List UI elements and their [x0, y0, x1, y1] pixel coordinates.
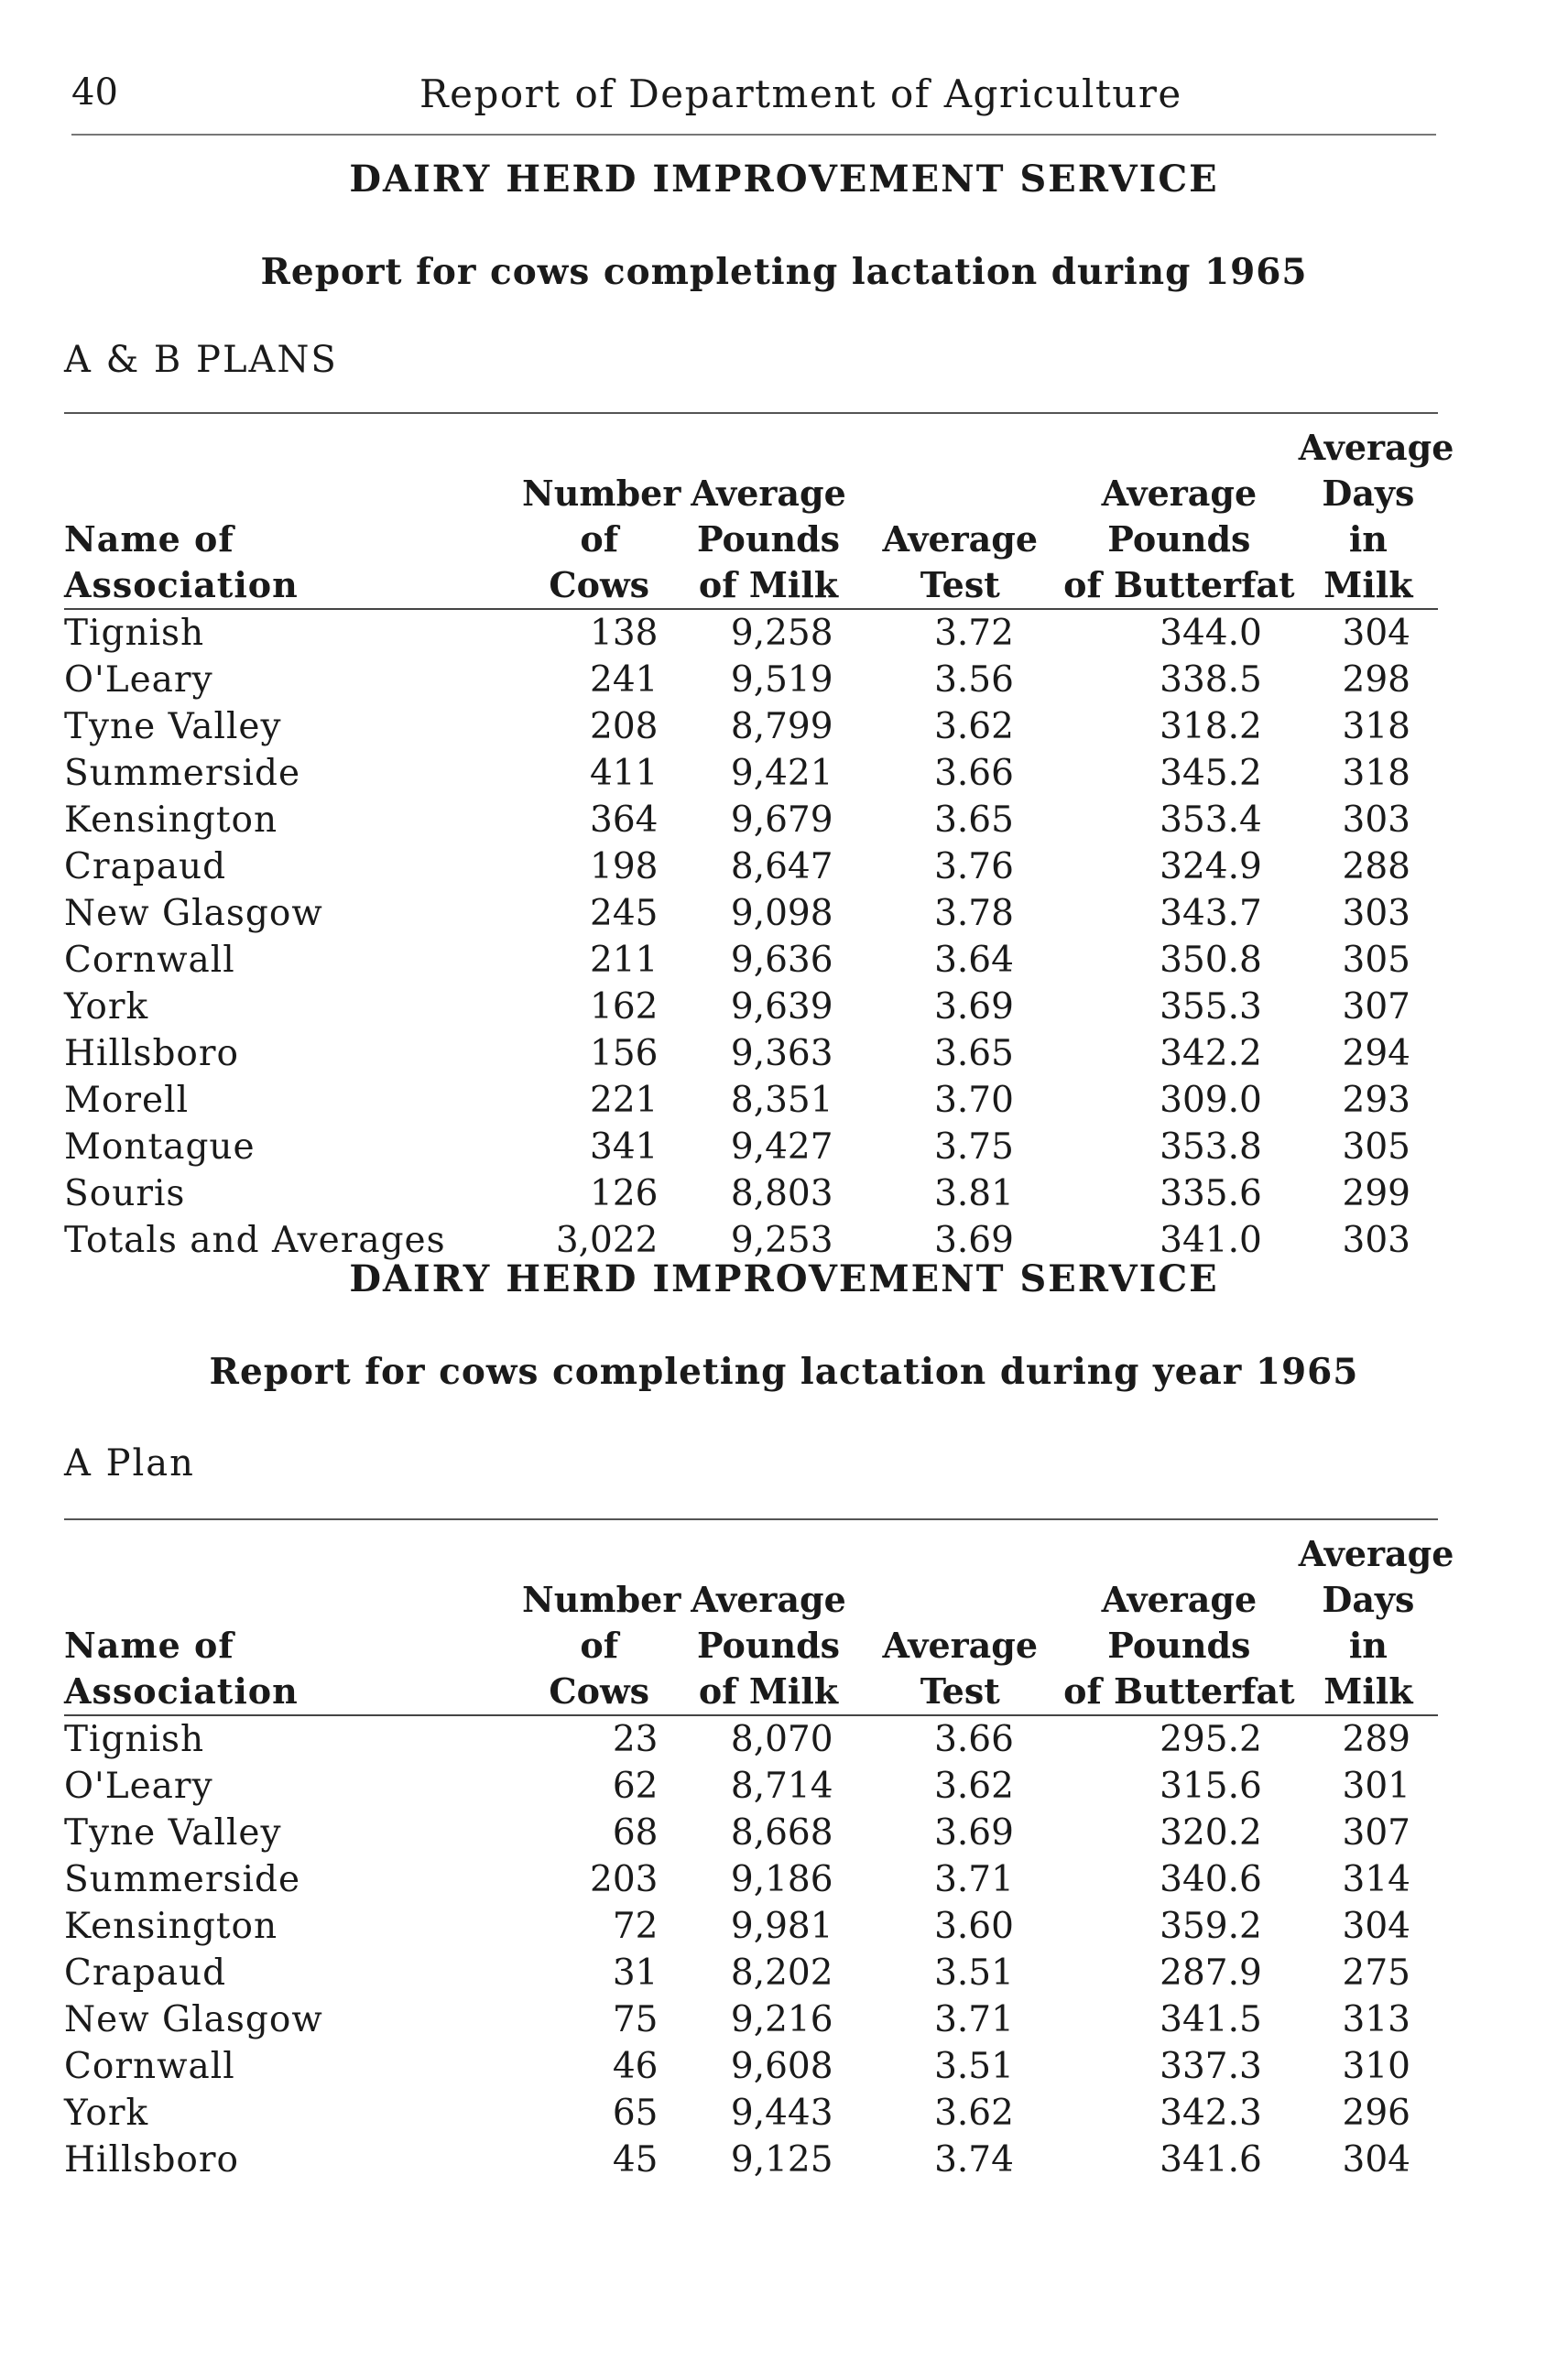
- average-milk-cell: 9,098: [730, 893, 833, 934]
- average-milk-cell: 9,216: [730, 1999, 833, 2040]
- header-line: Name of: [64, 1625, 234, 1666]
- number-of-cows-cell: 46: [612, 2046, 659, 2087]
- header-line: Average: [1101, 1579, 1258, 1620]
- number-of-cows-cell: 138: [590, 613, 659, 654]
- header-line: Pounds: [1107, 518, 1251, 560]
- table-row: [64, 984, 1438, 1030]
- section2-heading: DAIRY HERD IMPROVEMENT SERVICE: [349, 1257, 1219, 1300]
- average-butterfat-cell: 341.6: [1160, 2139, 1262, 2181]
- average-test-cell: 3.62: [934, 706, 1014, 747]
- table-row: [64, 2043, 1438, 2090]
- header-line: of Butterfat: [1063, 1670, 1295, 1712]
- table-row: [64, 1856, 1438, 1903]
- number-of-cows-cell: 65: [612, 2093, 659, 2134]
- average-milk-cell: 9,608: [730, 2046, 833, 2087]
- average-days-cell: 293: [1342, 1080, 1410, 1121]
- number-of-cows-cell: 364: [590, 799, 659, 841]
- average-days-cell: 294: [1342, 1033, 1410, 1074]
- number-of-cows-cell: 221: [590, 1080, 659, 1121]
- average-days-cell: 301: [1342, 1766, 1410, 1807]
- average-test-cell: 3.74: [934, 2139, 1014, 2181]
- number-of-cows-cell: 72: [612, 1906, 659, 1947]
- table-row: [64, 890, 1438, 937]
- header-name-of-association: [64, 1531, 522, 1715]
- average-test-cell: 3.65: [934, 1033, 1014, 1074]
- table-row: [64, 937, 1438, 984]
- header-line: of Milk: [698, 1670, 839, 1712]
- average-test-cell: 3.62: [934, 2093, 1014, 2134]
- number-of-cows-cell: 241: [590, 659, 659, 701]
- table-row: [64, 1715, 1438, 1763]
- header-line: Average: [691, 473, 846, 514]
- average-days-cell: 305: [1342, 940, 1410, 981]
- association-name-cell: Morell: [64, 1080, 190, 1121]
- header-line: Number: [522, 473, 681, 514]
- header-name-of-association: [64, 425, 522, 609]
- number-of-cows-cell: 203: [590, 1859, 659, 1900]
- table-row: [64, 750, 1438, 797]
- average-butterfat-cell: 345.2: [1160, 753, 1262, 794]
- section1-subheading: Report for cows completing lactation during 1965: [260, 251, 1308, 293]
- header-line: of Milk: [698, 564, 839, 605]
- running-head: [71, 71, 1436, 126]
- average-days-cell: 305: [1342, 1126, 1410, 1168]
- average-milk-cell: 8,351: [730, 1080, 833, 1121]
- header-line: Pounds: [1107, 1625, 1251, 1666]
- average-days-cell: 298: [1342, 659, 1410, 701]
- association-name-cell: O'Leary: [64, 1766, 213, 1807]
- number-of-cows-cell: 208: [590, 706, 659, 747]
- table-row: [64, 1903, 1438, 1950]
- association-name-cell: York: [64, 986, 149, 1028]
- association-name-cell: Summerside: [64, 753, 301, 794]
- average-milk-cell: 9,519: [730, 659, 833, 701]
- average-days-cell: 299: [1342, 1173, 1410, 1214]
- section2-table-body: [64, 1715, 1438, 2183]
- association-name-cell: Cornwall: [64, 2046, 235, 2087]
- number-of-cows-cell: 62: [612, 1766, 659, 1807]
- average-days-cell: 313: [1342, 1999, 1410, 2040]
- average-butterfat-cell: 295.2: [1160, 1719, 1262, 1760]
- header-line: of: [580, 1625, 619, 1666]
- average-days-cell: 304: [1342, 1906, 1410, 1947]
- header-line: Pounds: [696, 518, 841, 560]
- average-test-cell: 3.56: [934, 659, 1014, 701]
- section2-top-rule: [64, 1518, 1438, 1520]
- average-test-cell: 3.66: [934, 753, 1014, 794]
- number-of-cows-cell: 162: [590, 986, 659, 1028]
- section2-header-row: [64, 1531, 1438, 1715]
- average-days-cell: 303: [1342, 799, 1410, 841]
- section1-header-row: [64, 425, 1438, 609]
- table-row: [64, 1077, 1438, 1124]
- association-name-cell: Hillsboro: [64, 2139, 240, 2181]
- running-title: Report of Department of Agriculture: [419, 71, 1182, 116]
- average-test-cell: 3.78: [934, 893, 1014, 934]
- header-line: Test: [920, 564, 1000, 605]
- number-of-cows-cell: 245: [590, 893, 659, 934]
- average-butterfat-cell: 341.5: [1160, 1999, 1262, 2040]
- average-test-cell: 3.51: [934, 2046, 1014, 2087]
- association-name-cell: Tignish: [64, 613, 205, 654]
- average-days-cell: 314: [1342, 1859, 1410, 1900]
- average-test-cell: 3.62: [934, 1766, 1014, 1807]
- average-milk-cell: 9,421: [730, 753, 833, 794]
- section1-table: [64, 425, 1454, 1264]
- header-number-of-cows: [522, 425, 681, 609]
- average-milk-cell: 9,253: [730, 1220, 833, 1261]
- number-of-cows-cell: 45: [612, 2139, 659, 2181]
- header-average-days-in-milk: [1298, 425, 1454, 609]
- header-line: Days: [1322, 473, 1415, 514]
- header-average-pounds-of-milk: [676, 1531, 860, 1715]
- average-days-cell: 318: [1342, 706, 1410, 747]
- number-of-cows-cell: 23: [612, 1719, 659, 1760]
- header-line: Number: [522, 1579, 681, 1620]
- header-rule: [71, 134, 1436, 136]
- average-milk-cell: 9,125: [730, 2139, 833, 2181]
- number-of-cows-cell: 68: [612, 1812, 659, 1854]
- average-test-cell: 3.69: [934, 1812, 1014, 1854]
- section1-top-rule: [64, 412, 1438, 414]
- header-average-pounds-of-milk: [676, 425, 860, 609]
- average-milk-cell: 8,799: [730, 706, 833, 747]
- association-name-cell: Tignish: [64, 1719, 205, 1760]
- average-days-cell: 310: [1342, 2046, 1410, 2087]
- table-row: [64, 1996, 1438, 2043]
- header-average-test: [861, 1531, 1060, 1715]
- average-test-cell: 3.81: [934, 1173, 1014, 1214]
- header-line: Average: [1101, 473, 1258, 514]
- header-average-pounds-butterfat: [1060, 425, 1299, 609]
- page-number: 40: [71, 71, 118, 114]
- average-milk-cell: 8,647: [730, 846, 833, 887]
- average-butterfat-cell: 287.9: [1160, 1952, 1262, 1994]
- table-row: [64, 609, 1438, 657]
- table-row: [64, 2090, 1438, 2137]
- average-butterfat-cell: 342.3: [1160, 2093, 1262, 2134]
- section2-table-block: [64, 1518, 1454, 2183]
- average-days-cell: 304: [1342, 2139, 1410, 2181]
- average-butterfat-cell: 340.6: [1160, 1859, 1262, 1900]
- section2-subheading: Report for cows completing lactation during year 1965: [209, 1351, 1359, 1393]
- header-line: Average: [1298, 1533, 1454, 1574]
- average-test-cell: 3.65: [934, 799, 1014, 841]
- average-milk-cell: 8,202: [730, 1952, 833, 1994]
- average-butterfat-cell: 343.7: [1160, 893, 1262, 934]
- average-milk-cell: 8,070: [730, 1719, 833, 1760]
- number-of-cows-cell: 126: [590, 1173, 659, 1214]
- average-days-cell: 304: [1342, 613, 1410, 654]
- number-of-cows-cell: 156: [590, 1033, 659, 1074]
- average-days-cell: 307: [1342, 1812, 1410, 1854]
- header-line: Test: [920, 1670, 1000, 1712]
- average-test-cell: 3.60: [934, 1906, 1014, 1947]
- header-line: of Butterfat: [1063, 564, 1295, 605]
- table-row: [64, 703, 1438, 750]
- header-number-of-cows: [522, 1531, 681, 1715]
- average-butterfat-cell: 344.0: [1160, 613, 1262, 654]
- average-test-cell: 3.75: [934, 1126, 1014, 1168]
- header-line: Average: [882, 1625, 1039, 1666]
- average-milk-cell: 9,427: [730, 1126, 833, 1168]
- table-row: [64, 1950, 1438, 1996]
- average-butterfat-cell: 335.6: [1160, 1173, 1262, 1214]
- table-row: [64, 1124, 1438, 1170]
- average-test-cell: 3.64: [934, 940, 1014, 981]
- average-test-cell: 3.70: [934, 1080, 1014, 1121]
- average-days-cell: 307: [1342, 986, 1410, 1028]
- average-butterfat-cell: 324.9: [1160, 846, 1262, 887]
- average-butterfat-cell: 320.2: [1160, 1812, 1262, 1854]
- average-days-cell: 296: [1342, 2093, 1410, 2134]
- table-row: [64, 1030, 1438, 1077]
- association-name-cell: New Glasgow: [64, 1999, 323, 2040]
- average-test-cell: 3.69: [934, 1220, 1014, 1261]
- average-test-cell: 3.72: [934, 613, 1014, 654]
- average-butterfat-cell: 315.6: [1160, 1766, 1262, 1807]
- average-days-cell: 275: [1342, 1952, 1410, 1994]
- average-milk-cell: 8,714: [730, 1766, 833, 1807]
- average-test-cell: 3.51: [934, 1952, 1014, 1994]
- association-name-cell: O'Leary: [64, 659, 213, 701]
- table-row: [64, 657, 1438, 703]
- table-row: [64, 797, 1438, 843]
- average-milk-cell: 9,636: [730, 940, 833, 981]
- average-butterfat-cell: 341.0: [1160, 1220, 1262, 1261]
- average-butterfat-cell: 309.0: [1160, 1080, 1262, 1121]
- association-name-cell: Cornwall: [64, 940, 235, 981]
- average-days-cell: 303: [1342, 893, 1410, 934]
- association-name-cell: Tyne Valley: [64, 706, 282, 747]
- average-test-cell: 3.76: [934, 846, 1014, 887]
- number-of-cows-cell: 3,022: [555, 1220, 659, 1261]
- header-line: Association: [64, 564, 299, 605]
- association-name-cell: Tyne Valley: [64, 1812, 282, 1854]
- number-of-cows-cell: 75: [612, 1999, 659, 2040]
- header-line: Average: [882, 518, 1039, 560]
- association-name-cell: New Glasgow: [64, 893, 323, 934]
- average-milk-cell: 9,258: [730, 613, 833, 654]
- average-butterfat-cell: 353.4: [1160, 799, 1262, 841]
- header-line: Association: [64, 1670, 299, 1712]
- association-name-cell: Crapaud: [64, 1952, 227, 1994]
- header-line: Cows: [549, 564, 650, 605]
- number-of-cows-cell: 211: [590, 940, 659, 981]
- average-milk-cell: 9,363: [730, 1033, 833, 1074]
- number-of-cows-cell: 341: [590, 1126, 659, 1168]
- average-test-cell: 3.71: [934, 1999, 1014, 2040]
- number-of-cows-cell: 31: [612, 1952, 659, 1994]
- section1-table-body: [64, 609, 1438, 1264]
- header-line: in Milk: [1323, 1625, 1413, 1712]
- table-row: [64, 1170, 1438, 1217]
- average-days-cell: 289: [1342, 1719, 1410, 1760]
- section1-plan-label: A & B PLANS: [64, 339, 338, 381]
- average-milk-cell: 9,186: [730, 1859, 833, 1900]
- table-row: [64, 1763, 1438, 1810]
- average-milk-cell: 9,679: [730, 799, 833, 841]
- header-line: Average: [691, 1579, 846, 1620]
- association-name-cell: Hillsboro: [64, 1033, 240, 1074]
- average-butterfat-cell: 359.2: [1160, 1906, 1262, 1947]
- header-line: Name of: [64, 518, 234, 560]
- header-line: Cows: [549, 1670, 650, 1712]
- average-butterfat-cell: 353.8: [1160, 1126, 1262, 1168]
- average-butterfat-cell: 342.2: [1160, 1033, 1262, 1074]
- section1-heading: DAIRY HERD IMPROVEMENT SERVICE: [349, 158, 1219, 201]
- association-name-cell: Montague: [64, 1126, 256, 1168]
- number-of-cows-cell: 198: [590, 846, 659, 887]
- average-test-cell: 3.71: [934, 1859, 1014, 1900]
- header-line: in Milk: [1323, 518, 1413, 605]
- association-name-cell: Souris: [64, 1173, 186, 1214]
- section2-plan-label: A Plan: [64, 1442, 195, 1485]
- header-average-days-in-milk: [1298, 1531, 1454, 1715]
- association-name-cell: Kensington: [64, 799, 278, 841]
- number-of-cows-cell: 411: [590, 753, 659, 794]
- average-milk-cell: 8,803: [730, 1173, 833, 1214]
- header-line: Days: [1322, 1579, 1415, 1620]
- table-row: [64, 1810, 1438, 1856]
- average-butterfat-cell: 318.2: [1160, 706, 1262, 747]
- header-line: Pounds: [696, 1625, 841, 1666]
- table-row: [64, 843, 1438, 890]
- association-name-cell: Summerside: [64, 1859, 301, 1900]
- table-row: [64, 2137, 1438, 2183]
- average-milk-cell: 9,443: [730, 2093, 833, 2134]
- average-butterfat-cell: 338.5: [1160, 659, 1262, 701]
- average-test-cell: 3.69: [934, 986, 1014, 1028]
- average-milk-cell: 9,639: [730, 986, 833, 1028]
- average-test-cell: 3.66: [934, 1719, 1014, 1760]
- header-line: Average: [1298, 427, 1454, 468]
- section1-table-block: [64, 412, 1454, 1264]
- association-name-cell: Crapaud: [64, 846, 227, 887]
- average-butterfat-cell: 350.8: [1160, 940, 1262, 981]
- association-name-cell: Totals and Averages: [64, 1220, 446, 1261]
- average-butterfat-cell: 355.3: [1160, 986, 1262, 1028]
- header-average-pounds-butterfat: [1060, 1531, 1299, 1715]
- average-days-cell: 288: [1342, 846, 1410, 887]
- average-milk-cell: 9,981: [730, 1906, 833, 1947]
- average-milk-cell: 8,668: [730, 1812, 833, 1854]
- section2-table: [64, 1531, 1454, 2183]
- average-butterfat-cell: 337.3: [1160, 2046, 1262, 2087]
- header-average-test: [861, 425, 1060, 609]
- association-name-cell: Kensington: [64, 1906, 278, 1947]
- average-days-cell: 318: [1342, 753, 1410, 794]
- association-name-cell: York: [64, 2093, 149, 2134]
- average-days-cell: 303: [1342, 1220, 1410, 1261]
- header-line: of: [580, 518, 619, 560]
